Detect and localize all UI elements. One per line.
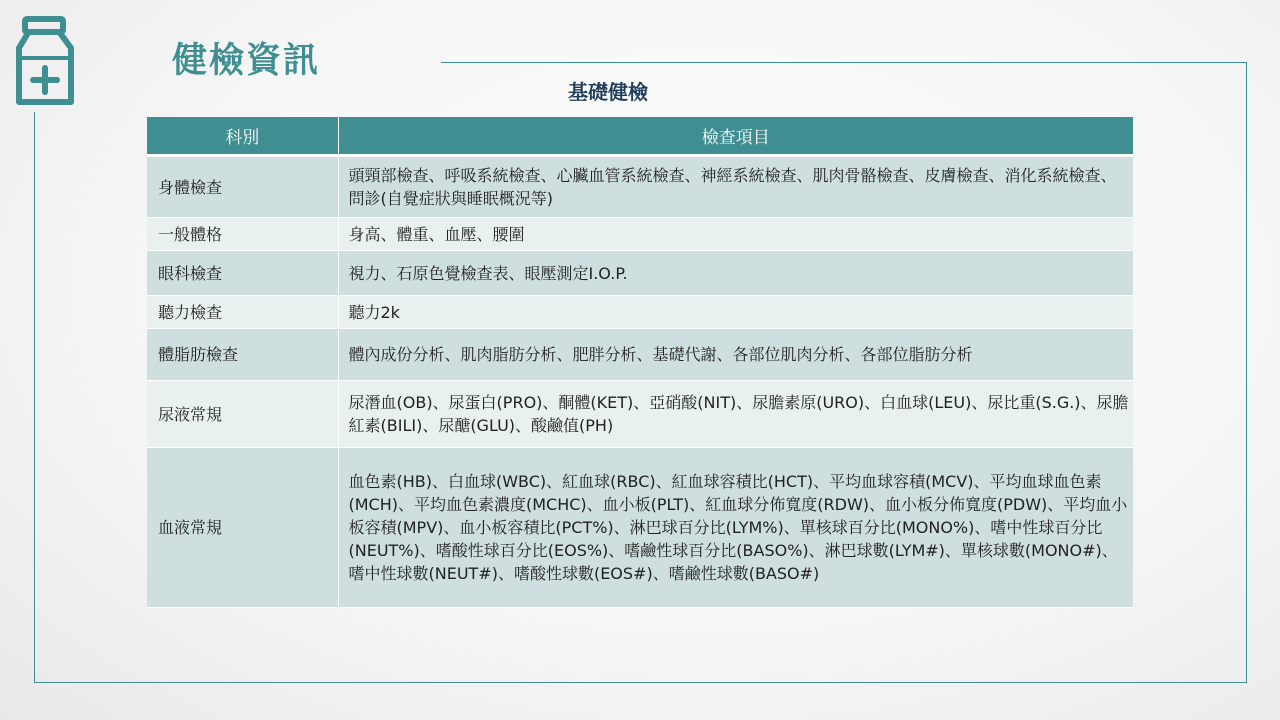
- category-cell: 尿液常規: [147, 381, 338, 448]
- items-cell: 視力、石原色覺檢查表、眼壓測定I.O.P.: [338, 251, 1133, 296]
- items-cell: 聽力2k: [338, 296, 1133, 329]
- table-row: [147, 381, 1133, 448]
- frame-line-left: [34, 112, 35, 682]
- items-cell: 尿潛血(OB)、尿蛋白(PRO)、酮體(KET)、亞硝酸(NIT)、尿膽素原(URO)、白血球(LEU)、尿比重(S.G.)、尿膽紅素(BILI)、尿醣(GLU)、酸鹼值(PH): [338, 381, 1133, 448]
- table-row: [147, 218, 1133, 251]
- column-header-category: 科別: [147, 117, 338, 156]
- table-title: 基礎健檢: [568, 80, 648, 104]
- medicine-bottle-plus-icon: [12, 16, 76, 108]
- category-cell: 眼科檢查: [147, 251, 338, 296]
- page-title: 健檢資訊: [172, 41, 321, 81]
- items-cell: 頭頸部檢查、呼吸系統檢查、心臟血管系統檢查、神經系統檢查、肌肉骨骼檢查、皮膚檢查、消化系統檢查、問診(自覺症狀與睡眠概況等): [338, 156, 1133, 218]
- frame-line-right: [1246, 62, 1247, 682]
- category-cell: 一般體格: [147, 218, 338, 251]
- table-row: [147, 448, 1133, 608]
- items-cell: 血色素(HB)、白血球(WBC)、紅血球(RBC)、紅血球容積比(HCT)、平均血球容積(MCV)、平均血球血色素(MCH)、平均血色素濃度(MCHC)、血小板(PLT)、紅血球分佈寬度(RDW)、血小板分佈寬度(PDW)、平均血小板容積(MPV)、血小板容積比(PCT%)、淋巴球百分比(LYM%)、單核球百分比(MONO%)、嗜中性球百分比(NEUT%)、嗜酸性球百分比(EOS%)、嗜鹼性球百分比(BASO%)、淋巴球數(LYM#)、單核球數(MONO#)、嗜中性球數(NEUT#)、嗜酸性球數(EOS#)、嗜鹼性球數(BASO#): [338, 448, 1133, 608]
- items-cell: 身高、體重、血壓、腰圍: [338, 218, 1133, 251]
- category-cell: 聽力檢查: [147, 296, 338, 329]
- table-row: [147, 329, 1133, 381]
- category-cell: 血液常規: [147, 448, 338, 608]
- table-row: [147, 156, 1133, 218]
- items-cell: 體內成份分析、肌肉脂肪分析、肥胖分析、基礎代謝、各部位肌肉分析、各部位脂肪分析: [338, 329, 1133, 381]
- table-row: [147, 251, 1133, 296]
- frame-line-bottom: [34, 682, 1247, 683]
- category-cell: 身體檢查: [147, 156, 338, 218]
- column-header-items: 檢查項目: [338, 117, 1133, 156]
- table-row: [147, 296, 1133, 329]
- category-cell: 體脂肪檢查: [147, 329, 338, 381]
- frame-line-top: [441, 62, 1247, 63]
- table-header-row: [147, 117, 1133, 156]
- exam-items-table: [147, 117, 1133, 608]
